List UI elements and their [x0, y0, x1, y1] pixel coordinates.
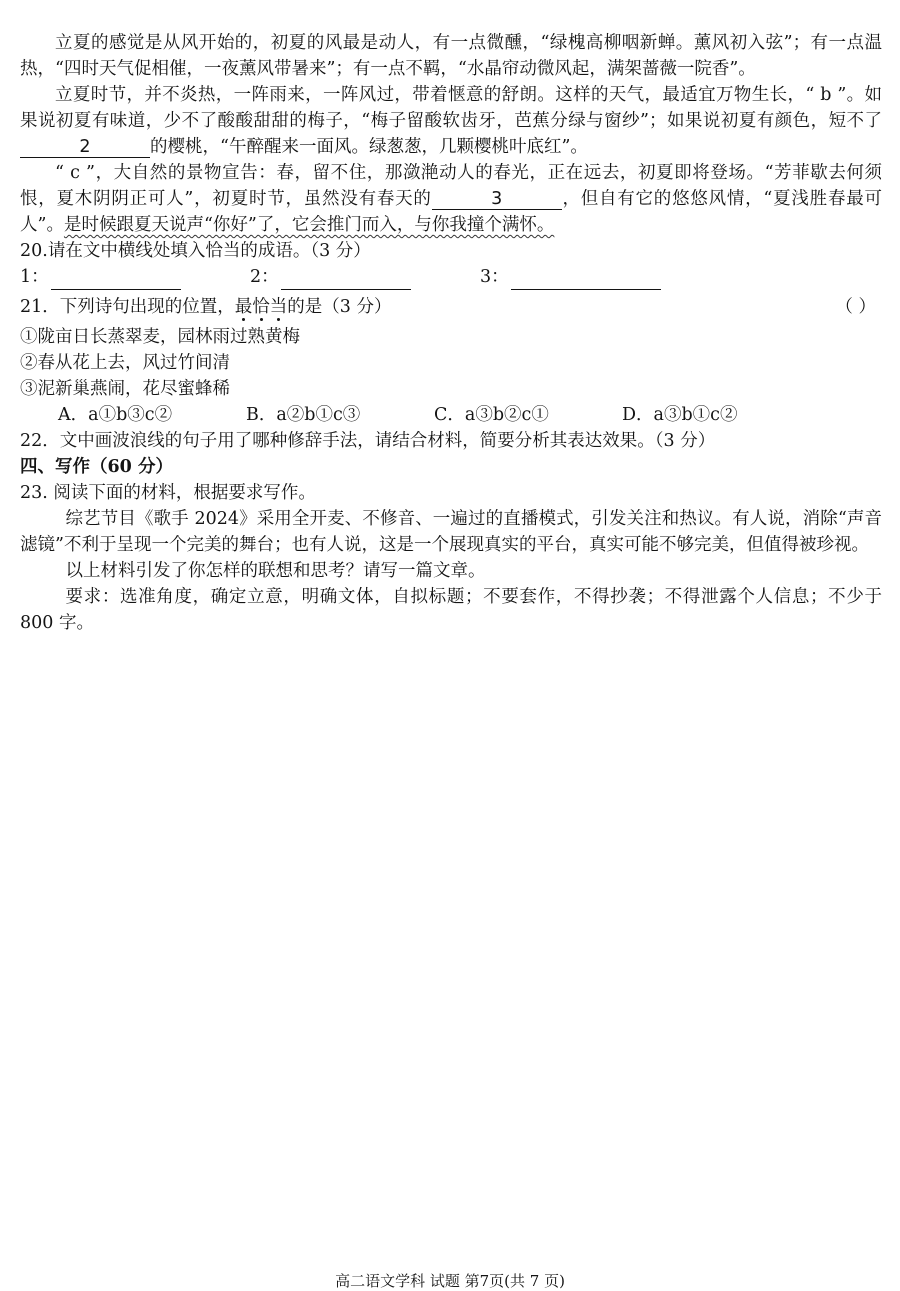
emphasis-dotted — [235, 297, 288, 317]
poem-line-2: ②春从花上去，风过竹间清 — [20, 353, 230, 373]
question-20: 20.请在文中横线处填入恰当的成语。（3 分） — [20, 241, 371, 261]
blank-label-3: 3： — [480, 267, 509, 287]
passage-paragraph-2 — [20, 82, 882, 160]
passage-text: “ c ”，大自然的景物宣告：春，留不住，那潋滟动人的春光，正在远去，初夏即将登场。“芳菲歇去何须恨，夏木阴阴正可人”，初夏时节，虽然没有春天的 — [20, 163, 882, 209]
answer-paren[interactable]: （ ） — [835, 297, 876, 317]
passage-paragraph-1: 立夏的感觉是从风开始的，初夏的风最是动人，有一点微醺，“绿槐高柳咽新蝉。薰风初入弦”；有一点温热，“四时天气促相催，一夜薰风带暑来”；有一点不羁，“水晶帘动微风起，满架蔷薇一院香”。 — [20, 33, 882, 79]
blank-label-2: 2： — [250, 267, 279, 287]
exam-page — [20, 30, 882, 636]
section-title: 四、写作（60 分） — [20, 457, 173, 477]
dotted-char: 当 — [269, 297, 288, 317]
q21-options — [20, 402, 882, 428]
wavy-underlined-sentence: 是时候跟夏天说声“你好”了，它会推门而入，与你我撞个满怀。 — [63, 215, 555, 235]
page-footer: 高二语文学科 试题 第7页(共 7 页) — [335, 1272, 565, 1290]
writing-prompt: 以上材料引发了你怎样的联想和思考？请写一篇文章。 — [65, 561, 486, 581]
writing-material: 综艺节目《歌手 2024》采用全开麦、不修音、一遍过的直播模式，引发关注和热议。有人说，消除“声音滤镜”不利于呈现一个完美的舞台；也有人说，这是一个展现真实的平台，真实可能不够完美，但值得被珍视。 — [20, 509, 882, 555]
answer-field-3[interactable] — [511, 271, 661, 290]
answer-field-1[interactable] — [51, 271, 181, 290]
writing-requirements: 要求：选准角度，确定立意，明确文体，自拟标题；不要套作，不得抄袭；不得泄露个人信息；不少于 800 字。 — [20, 587, 882, 633]
answer-field-2[interactable] — [281, 271, 411, 290]
poem-line-1: ①陇亩日长蒸翠麦，园林雨过熟黄梅 — [20, 327, 300, 347]
dotted-char: 恰 — [252, 297, 270, 317]
question-21-text: 的是（3 分） — [287, 297, 392, 317]
option-c[interactable]: C．a③b②c① — [434, 405, 549, 425]
option-a[interactable]: A．a①b③c② — [58, 405, 173, 425]
option-b[interactable]: B．a②b①c③ — [246, 405, 361, 425]
q20-answer-blanks — [20, 264, 882, 290]
question-22: 22．文中画波浪线的句子用了哪种修辞手法，请结合材料，简要分析其表达效果。（3 分） — [20, 431, 716, 451]
blank-2[interactable]: 2 — [20, 137, 150, 158]
dotted-char: 最 — [234, 297, 253, 317]
blank-label-1: 1： — [20, 267, 49, 287]
question-23: 23. 阅读下面的材料，根据要求写作。 — [20, 483, 316, 503]
blank-3[interactable]: 3 — [432, 189, 562, 210]
option-d[interactable]: D．a③b①c② — [622, 405, 738, 425]
poem-line-3: ③泥新巢燕闹，花尽蜜蜂稀 — [20, 379, 230, 399]
passage-text: 立夏时节，并不炎热，一阵雨来，一阵风过，带着惬意的舒朗。这样的天气，最适宜万物生长，“ b ”。如果说初夏有味道，少不了酸酸甜甜的梅子，“梅子留酸软齿牙，芭蕉分绿与窗纱”；如果说初夏有颜色，短不了 — [20, 85, 882, 131]
question-21 — [20, 294, 882, 320]
passage-text: ，但自有它的悠悠风情，“夏浅胜春最可人”。 — [20, 189, 882, 235]
question-21-text: 21．下列诗句出现的位置， — [20, 297, 235, 317]
passage-text: 的樱桃，“午醉醒来一面风。绿葱葱，几颗樱桃叶底红”。 — [150, 137, 588, 157]
passage-paragraph-3 — [20, 160, 882, 238]
